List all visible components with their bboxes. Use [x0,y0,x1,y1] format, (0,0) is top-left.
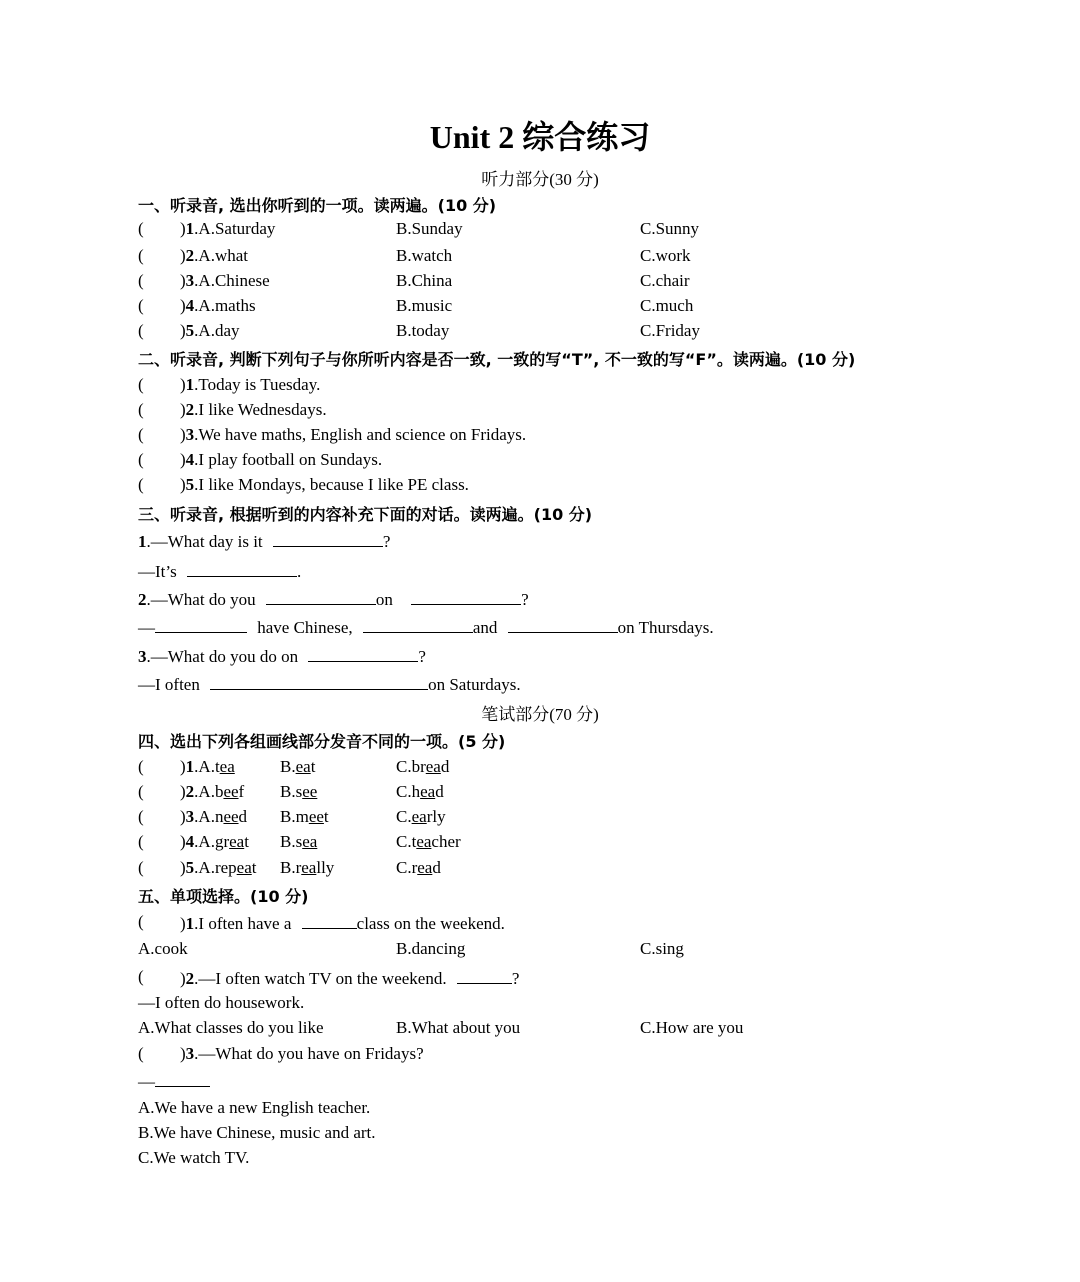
answer-blank[interactable] [457,967,512,984]
answer-blank[interactable] [187,560,297,577]
dialogue-line: — have Chinese, and on Thursdays. [138,618,714,637]
question-2-reply: —I often do housework. [138,993,305,1012]
option-a: A.We have a new English teacher. [138,1098,371,1117]
answer-blank[interactable] [508,616,618,633]
section2-heading: 二、听录音, 判断下列句子与你所听内容是否一致, 一致的写“T”, 不一致的写“F”。读两遍。(10 分) [138,350,856,369]
answer-blank[interactable] [302,912,357,929]
answer-blank[interactable] [308,645,418,662]
listening-header: 听力部分(30 分) [481,170,599,189]
dialogue-line: 1.—What day is it ? [138,532,391,551]
answer-blank[interactable] [411,588,521,605]
question-3-answer-line: — [138,1070,210,1092]
dialogue-line: 2.—What do you on ? [138,590,529,609]
writing-header: 笔试部分(70 分) [481,705,599,724]
dialogue-line: —It’s . [138,562,302,581]
answer-blank[interactable] [155,616,247,633]
option-c: C.We watch TV. [138,1148,250,1167]
section3-heading: 三、听录音, 根据听到的内容补充下面的对话。读两遍。(10 分) [138,505,593,524]
answer-blank[interactable] [155,1070,210,1087]
answer-blank[interactable] [363,616,473,633]
dialogue-line: 3.—What do you do on ? [138,647,426,666]
worksheet-page: Unit 2 综合练习 听力部分(30 分) 一、听录音, 选出你听到的一项。读两遍。(10 分) ( )1.A.Saturday B.Sunday C.Sunny ( )2.A.what B.watch C.work ( )3.A.Chinese B.China C.chair ( )4.A.maths B.music C.much ( )5.A.day B.today C.Friday 二、听录音, 判断下列句子与你所听内容是否一致, 一致的写“T”, 不一致的写“F”。读两遍。(10 分) ( )1.Today is Tuesday. ( )2.I like Wednesdays. ( )3.We have maths, English and science on Fridays. ( )4.I play football on Sundays. ( )5.I like Mondays, because I like PE class. 三、听录音, 根据听到的内容补充下面的对话。读两遍。(10 分) 1.—What day is it ? —It’s . 2.—What do you on ? — have Chinese, and on Thursdays. 3.—What do you do on ? —I often on Saturdays. 笔试部分(70 分) 四、选出下列各组画线部分发音不同的一项。(5 分) ( )1.A.tea B.eat C.bread ( )2.A.beef B.see C.head ( )3.A.need B.meet C.early ( )4.A.great B.sea C.teacher ( )5.A.repeat B.really C.read 五、单项选择。(10 分) ( )1.I often have a class on the weekend. A.cook B.dancing C.sing ( )2.—I often watch TV on the weekend. ? —I often do housework. A.What classes do you like B.What about you C.How are you ( )3.—What do you have on Fridays? — A.We have a new English teacher. B.We have Chinese, music and art. C.We watch TV. [0,0,1080,1282]
option-b: B.We have Chinese, music and art. [138,1123,376,1142]
page-title: Unit 2 综合练习 [429,119,651,155]
section1-heading: 一、听录音, 选出你听到的一项。读两遍。(10 分) [138,196,497,215]
answer-blank[interactable] [273,530,383,547]
answer-blank[interactable] [210,673,428,690]
section5-heading: 五、单项选择。(10 分) [138,887,309,906]
section4-heading: 四、选出下列各组画线部分发音不同的一项。(5 分) [138,732,506,751]
answer-blank[interactable] [266,588,376,605]
dialogue-line: —I often on Saturdays. [138,675,521,694]
